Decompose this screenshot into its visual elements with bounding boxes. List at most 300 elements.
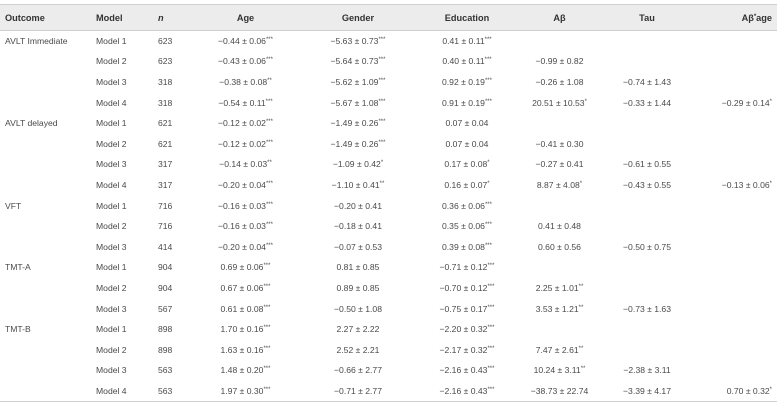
cell-age-significance: *** <box>263 345 271 352</box>
cell-abeta-significance: ** <box>578 304 584 311</box>
cell-n-value: 898 <box>158 324 173 335</box>
cell-gender <box>299 360 417 381</box>
cell-outcome <box>0 113 96 134</box>
cell-age-value: −0.20 ± 0.04 <box>218 179 266 190</box>
cell-outcome <box>0 72 96 93</box>
cell-gender-value: −1.49 ± 0.26 <box>330 138 379 149</box>
cell-abeta-age-significance: * <box>769 180 772 187</box>
cell-n-value: 317 <box>158 179 173 190</box>
header-abeta-age-sup: * <box>753 13 757 20</box>
cell-outcome <box>0 154 96 175</box>
cell-age-value: 1.63 ± 0.16 <box>220 344 264 355</box>
cell-gender-value: −0.50 ± 1.08 <box>334 303 382 314</box>
cell-education-value: 0.07 ± 0.04 <box>445 118 489 129</box>
cell-model <box>96 51 158 72</box>
cell-gender-significance: *** <box>378 139 386 146</box>
cell-n <box>158 339 192 360</box>
cell-age-value: 1.48 ± 0.20 <box>220 365 264 376</box>
cell-age-value: 0.69 ± 0.06 <box>220 262 264 273</box>
cell-age-significance: *** <box>263 304 271 311</box>
cell-abeta-age-significance: * <box>769 386 772 393</box>
cell-education <box>417 298 517 319</box>
cell-tau <box>602 175 692 196</box>
table-row <box>0 133 777 154</box>
cell-gender-significance: *** <box>378 98 386 105</box>
cell-tau <box>602 31 692 52</box>
cell-outcome <box>0 298 96 319</box>
cell-model <box>96 154 158 175</box>
cell-n-value: 317 <box>158 159 173 170</box>
table-row <box>0 298 777 319</box>
cell-tau-value: −3.39 ± 4.17 <box>623 385 671 396</box>
cell-model-value: Model 2 <box>96 56 127 67</box>
cell-outcome <box>0 51 96 72</box>
cell-abeta <box>517 31 602 52</box>
cell-education <box>417 154 517 175</box>
cell-model <box>96 133 158 154</box>
table-row <box>0 319 777 340</box>
table-row <box>0 92 777 113</box>
cell-n <box>158 195 192 216</box>
cell-education-value: 0.36 ± 0.06 <box>442 200 485 211</box>
cell-education-significance: *** <box>484 57 492 64</box>
header-education: Education <box>417 5 517 31</box>
cell-outcome <box>0 339 96 360</box>
cell-model <box>96 92 158 113</box>
table-row <box>0 72 777 93</box>
cell-gender <box>299 175 417 196</box>
cell-abeta-significance: * <box>579 180 583 187</box>
cell-model <box>96 298 158 319</box>
table-row <box>0 339 777 360</box>
cell-n <box>158 175 192 196</box>
cell-n <box>158 236 192 257</box>
cell-age-value: −0.44 ± 0.06 <box>218 36 266 47</box>
cell-education-value: 0.91 ± 0.19 <box>442 97 485 108</box>
cell-n <box>158 154 192 175</box>
cell-gender-significance: *** <box>378 119 386 126</box>
cell-abeta <box>517 216 602 237</box>
cell-abeta-age <box>692 133 777 154</box>
cell-model <box>96 31 158 52</box>
cell-model <box>96 195 158 216</box>
cell-education <box>417 195 517 216</box>
cell-abeta-value: −0.99 ± 0.82 <box>535 56 584 67</box>
cell-gender-significance: *** <box>378 77 386 84</box>
cell-n <box>158 51 192 72</box>
cell-gender <box>299 113 417 134</box>
cell-age <box>192 236 299 257</box>
cell-education <box>417 339 517 360</box>
cell-gender-value: −5.62 ± 1.09 <box>330 76 379 87</box>
cell-age <box>192 51 299 72</box>
cell-gender-value: −5.64 ± 0.73 <box>330 56 379 67</box>
cell-age-value: 1.97 ± 0.30 <box>220 385 264 396</box>
cell-tau <box>602 339 692 360</box>
cell-education-value: 0.16 ± 0.07 <box>444 179 488 190</box>
cell-tau-value: −0.73 ± 1.63 <box>623 303 671 314</box>
cell-n-value: 904 <box>158 282 173 293</box>
cell-abeta <box>517 236 602 257</box>
table-header <box>0 5 777 31</box>
cell-tau <box>602 195 692 216</box>
cell-education-significance: *** <box>487 325 495 332</box>
cell-education-value: 0.41 ± 0.11 <box>442 36 485 47</box>
cell-gender <box>299 72 417 93</box>
cell-outcome-value: TMT-B <box>5 324 31 335</box>
cell-n <box>158 72 192 93</box>
cell-age-value: −0.20 ± 0.04 <box>218 241 266 252</box>
cell-education <box>417 133 517 154</box>
cell-education <box>417 278 517 299</box>
cell-education-significance: *** <box>487 345 495 352</box>
cell-n-value: 567 <box>158 303 173 314</box>
cell-model-value: Model 2 <box>96 138 127 149</box>
cell-model-value: Model 2 <box>96 344 127 355</box>
cell-education-significance: *** <box>487 304 495 311</box>
cell-gender <box>299 381 417 402</box>
table-row <box>0 195 777 216</box>
header-abeta-age-main: Aβ <box>741 12 754 23</box>
cell-abeta-age-value: −0.29 ± 0.14 <box>721 97 770 108</box>
cell-age-significance: *** <box>265 98 273 105</box>
cell-age <box>192 216 299 237</box>
cell-abeta-age-value: −0.13 ± 0.06 <box>721 179 770 190</box>
cell-model-value: Model 2 <box>96 221 127 232</box>
cell-education-significance: *** <box>487 263 495 270</box>
cell-n-value: 898 <box>158 344 173 355</box>
table-row <box>0 51 777 72</box>
cell-outcome <box>0 319 96 340</box>
cell-abeta-value: 2.25 ± 1.01 <box>535 282 579 293</box>
cell-education <box>417 72 517 93</box>
cell-n-value: 563 <box>158 365 173 376</box>
cell-model-value: Model 1 <box>96 324 127 335</box>
cell-age <box>192 72 299 93</box>
cell-outcome <box>0 360 96 381</box>
cell-age <box>192 319 299 340</box>
cell-age-value: 0.67 ± 0.06 <box>220 282 264 293</box>
cell-model <box>96 216 158 237</box>
cell-age <box>192 31 299 52</box>
cell-education <box>417 51 517 72</box>
cell-model <box>96 278 158 299</box>
cell-abeta <box>517 381 602 402</box>
cell-age-value: 1.70 ± 0.16 <box>220 324 264 335</box>
cell-education <box>417 360 517 381</box>
header-abeta-age-tail: age <box>756 12 772 23</box>
cell-abeta <box>517 72 602 93</box>
cell-abeta-age <box>692 216 777 237</box>
header-abeta: Aβ <box>517 5 602 31</box>
cell-n-value: 716 <box>158 221 173 232</box>
cell-abeta-value: 20.51 ± 10.53 <box>532 97 585 108</box>
cell-outcome <box>0 216 96 237</box>
cell-gender-value: −1.09 ± 0.42 <box>332 159 381 170</box>
cell-gender-value: −0.66 ± 2.77 <box>334 365 382 376</box>
cell-education <box>417 175 517 196</box>
cell-model-value: Model 3 <box>96 76 127 87</box>
cell-model <box>96 360 158 381</box>
cell-gender-value: −0.18 ± 0.41 <box>334 221 382 232</box>
header-gender: Gender <box>299 5 417 31</box>
cell-gender-value: −5.67 ± 1.08 <box>330 97 379 108</box>
cell-gender-value: −1.49 ± 0.26 <box>330 118 379 129</box>
cell-model-value: Model 1 <box>96 36 127 47</box>
cell-tau <box>602 113 692 134</box>
cell-abeta <box>517 51 602 72</box>
cell-gender <box>299 278 417 299</box>
cell-n <box>158 216 192 237</box>
cell-age <box>192 195 299 216</box>
cell-outcome <box>0 175 96 196</box>
cell-abeta <box>517 257 602 278</box>
cell-education-value: −0.70 ± 0.12 <box>439 282 488 293</box>
cell-age-significance: *** <box>263 386 271 393</box>
cell-education-significance: *** <box>484 98 492 105</box>
cell-abeta-value: 8.87 ± 4.08 <box>536 179 580 190</box>
table-row <box>0 154 777 175</box>
cell-abeta-age <box>692 113 777 134</box>
cell-education-value: 0.92 ± 0.19 <box>442 76 485 87</box>
cell-model-value: Model 1 <box>96 262 127 273</box>
table-row <box>0 257 777 278</box>
cell-education-significance: *** <box>484 37 492 44</box>
cell-education <box>417 257 517 278</box>
cell-tau-value: −0.74 ± 1.43 <box>623 76 671 87</box>
header-outcome: Outcome <box>0 5 96 31</box>
cell-outcome <box>0 257 96 278</box>
cell-outcome-value: TMT-A <box>5 262 31 273</box>
cell-education-value: 0.17 ± 0.08 <box>444 159 488 170</box>
cell-age-significance: *** <box>265 180 273 187</box>
cell-age-significance: *** <box>265 57 273 64</box>
cell-gender-significance: * <box>380 160 384 167</box>
cell-outcome-value: AVLT Immediate <box>5 36 68 47</box>
cell-age <box>192 175 299 196</box>
cell-abeta <box>517 298 602 319</box>
cell-gender-value: −0.20 ± 0.41 <box>334 200 382 211</box>
cell-abeta-value: 3.53 ± 1.21 <box>535 303 579 314</box>
cell-abeta <box>517 133 602 154</box>
cell-abeta-age <box>692 360 777 381</box>
cell-age <box>192 339 299 360</box>
cell-age-value: −0.16 ± 0.03 <box>218 221 266 232</box>
cell-tau-value: −0.43 ± 0.55 <box>623 179 671 190</box>
table-row <box>0 113 777 134</box>
cell-education-significance: *** <box>484 201 492 208</box>
cell-n-value: 904 <box>158 262 173 273</box>
cell-education <box>417 31 517 52</box>
cell-abeta-value: 0.41 ± 0.48 <box>538 221 581 232</box>
cell-gender <box>299 298 417 319</box>
cell-abeta-age <box>692 257 777 278</box>
cell-model <box>96 257 158 278</box>
cell-model <box>96 339 158 360</box>
cell-abeta-significance: ** <box>578 345 584 352</box>
cell-tau <box>602 72 692 93</box>
cell-n-value: 414 <box>158 241 173 252</box>
cell-gender-value: 0.81 ± 0.85 <box>336 262 380 273</box>
cell-abeta-age <box>692 31 777 52</box>
cell-model-value: Model 3 <box>96 159 127 170</box>
cell-abeta-age <box>692 72 777 93</box>
cell-age <box>192 298 299 319</box>
table-row <box>0 236 777 257</box>
cell-abeta-age <box>692 175 777 196</box>
cell-age-value: −0.38 ± 0.08 <box>219 76 268 87</box>
cell-age-value: −0.16 ± 0.03 <box>218 200 266 211</box>
cell-education-value: 0.07 ± 0.04 <box>445 138 489 149</box>
cell-age-value: −0.14 ± 0.03 <box>219 159 268 170</box>
cell-abeta-value: 0.60 ± 0.56 <box>538 241 581 252</box>
cell-n-value: 623 <box>158 36 173 47</box>
cell-abeta <box>517 92 602 113</box>
table-row <box>0 360 777 381</box>
header-tau: Tau <box>602 5 692 31</box>
cell-gender <box>299 31 417 52</box>
cell-n <box>158 113 192 134</box>
cell-tau <box>602 236 692 257</box>
table-row <box>0 175 777 196</box>
cell-abeta-age <box>692 236 777 257</box>
cell-education-value: −2.16 ± 0.43 <box>439 385 488 396</box>
cell-abeta <box>517 195 602 216</box>
cell-age-significance: *** <box>265 37 273 44</box>
cell-abeta <box>517 154 602 175</box>
cell-abeta-value: 10.24 ± 3.11 <box>533 365 581 376</box>
cell-age-significance: ** <box>267 160 272 167</box>
cell-n-value: 621 <box>158 118 173 129</box>
cell-age-significance: *** <box>265 119 273 126</box>
cell-age-value: −0.43 ± 0.06 <box>218 56 266 67</box>
cell-model <box>96 319 158 340</box>
cell-model-value: Model 1 <box>96 118 127 129</box>
cell-age <box>192 360 299 381</box>
cell-gender-value: 0.89 ± 0.85 <box>336 282 380 293</box>
cell-tau <box>602 133 692 154</box>
cell-n <box>158 92 192 113</box>
cell-education-significance: * <box>487 160 490 167</box>
cell-model <box>96 175 158 196</box>
cell-tau <box>602 319 692 340</box>
cell-age-value: 0.61 ± 0.08 <box>220 303 264 314</box>
cell-education-value: −2.16 ± 0.43 <box>439 365 488 376</box>
cell-age <box>192 113 299 134</box>
cell-education-value: 0.35 ± 0.06 <box>442 221 485 232</box>
cell-outcome <box>0 92 96 113</box>
cell-abeta-value: −0.41 ± 0.30 <box>535 138 584 149</box>
cell-education-value: −0.71 ± 0.12 <box>439 262 488 273</box>
cell-education <box>417 92 517 113</box>
cell-tau <box>602 257 692 278</box>
cell-education <box>417 381 517 402</box>
cell-tau <box>602 92 692 113</box>
cell-outcome-value: VFT <box>5 200 22 211</box>
cell-gender <box>299 195 417 216</box>
cell-abeta-value: −38.73 ± 22.74 <box>530 385 589 396</box>
cell-n-value: 623 <box>158 56 173 67</box>
cell-education-significance: *** <box>487 283 495 290</box>
table-row <box>0 381 777 402</box>
cell-abeta-age <box>692 51 777 72</box>
cell-education-significance: *** <box>487 366 495 373</box>
cell-education-significance: *** <box>484 222 492 229</box>
cell-abeta-age <box>692 195 777 216</box>
cell-n <box>158 381 192 402</box>
cell-age-significance: *** <box>265 222 273 229</box>
cell-gender-value: 2.52 ± 2.21 <box>336 344 380 355</box>
cell-abeta-significance: ** <box>578 283 584 290</box>
table-row <box>0 31 777 52</box>
table-body <box>0 31 777 402</box>
cell-model-value: Model 1 <box>96 200 127 211</box>
cell-gender <box>299 216 417 237</box>
cell-education <box>417 319 517 340</box>
cell-abeta <box>517 113 602 134</box>
cell-n <box>158 319 192 340</box>
cell-abeta-age-significance: * <box>769 98 772 105</box>
header-row <box>0 5 777 31</box>
cell-abeta <box>517 360 602 381</box>
cell-tau <box>602 154 692 175</box>
cell-tau-value: −0.33 ± 1.44 <box>623 97 671 108</box>
cell-abeta-value: 7.47 ± 2.61 <box>535 344 579 355</box>
cell-gender-value: 2.27 ± 2.22 <box>336 324 380 335</box>
results-table <box>0 4 777 402</box>
cell-n <box>158 360 192 381</box>
cell-abeta-age <box>692 278 777 299</box>
cell-age-significance: *** <box>265 201 273 208</box>
cell-age-significance: *** <box>263 283 271 290</box>
cell-gender <box>299 319 417 340</box>
header-model: Model <box>96 5 158 31</box>
cell-abeta <box>517 278 602 299</box>
cell-abeta <box>517 319 602 340</box>
cell-gender <box>299 51 417 72</box>
cell-education <box>417 216 517 237</box>
cell-gender-significance: ** <box>379 180 385 187</box>
cell-n <box>158 278 192 299</box>
cell-gender <box>299 133 417 154</box>
cell-gender <box>299 154 417 175</box>
cell-age-significance: *** <box>265 242 273 249</box>
cell-outcome <box>0 31 96 52</box>
cell-gender-significance: *** <box>378 57 386 64</box>
cell-age <box>192 257 299 278</box>
table-row <box>0 278 777 299</box>
cell-tau <box>602 278 692 299</box>
cell-abeta <box>517 175 602 196</box>
cell-gender-significance: *** <box>378 37 386 44</box>
cell-model-value: Model 4 <box>96 97 127 108</box>
cell-model <box>96 72 158 93</box>
cell-age-significance: *** <box>263 263 271 270</box>
cell-gender-value: −5.63 ± 0.73 <box>330 36 379 47</box>
cell-model-value: Model 3 <box>96 241 127 252</box>
cell-abeta-significance: ** <box>580 366 586 373</box>
cell-age <box>192 154 299 175</box>
cell-age-value: −0.12 ± 0.02 <box>218 138 266 149</box>
cell-tau <box>602 381 692 402</box>
cell-abeta-age <box>692 339 777 360</box>
cell-gender-value: −1.10 ± 0.41 <box>331 179 380 190</box>
cell-model-value: Model 3 <box>96 365 127 376</box>
cell-abeta-age <box>692 92 777 113</box>
cell-education-significance: *** <box>484 242 492 249</box>
cell-n <box>158 133 192 154</box>
cell-education-value: −0.75 ± 0.17 <box>439 303 488 314</box>
